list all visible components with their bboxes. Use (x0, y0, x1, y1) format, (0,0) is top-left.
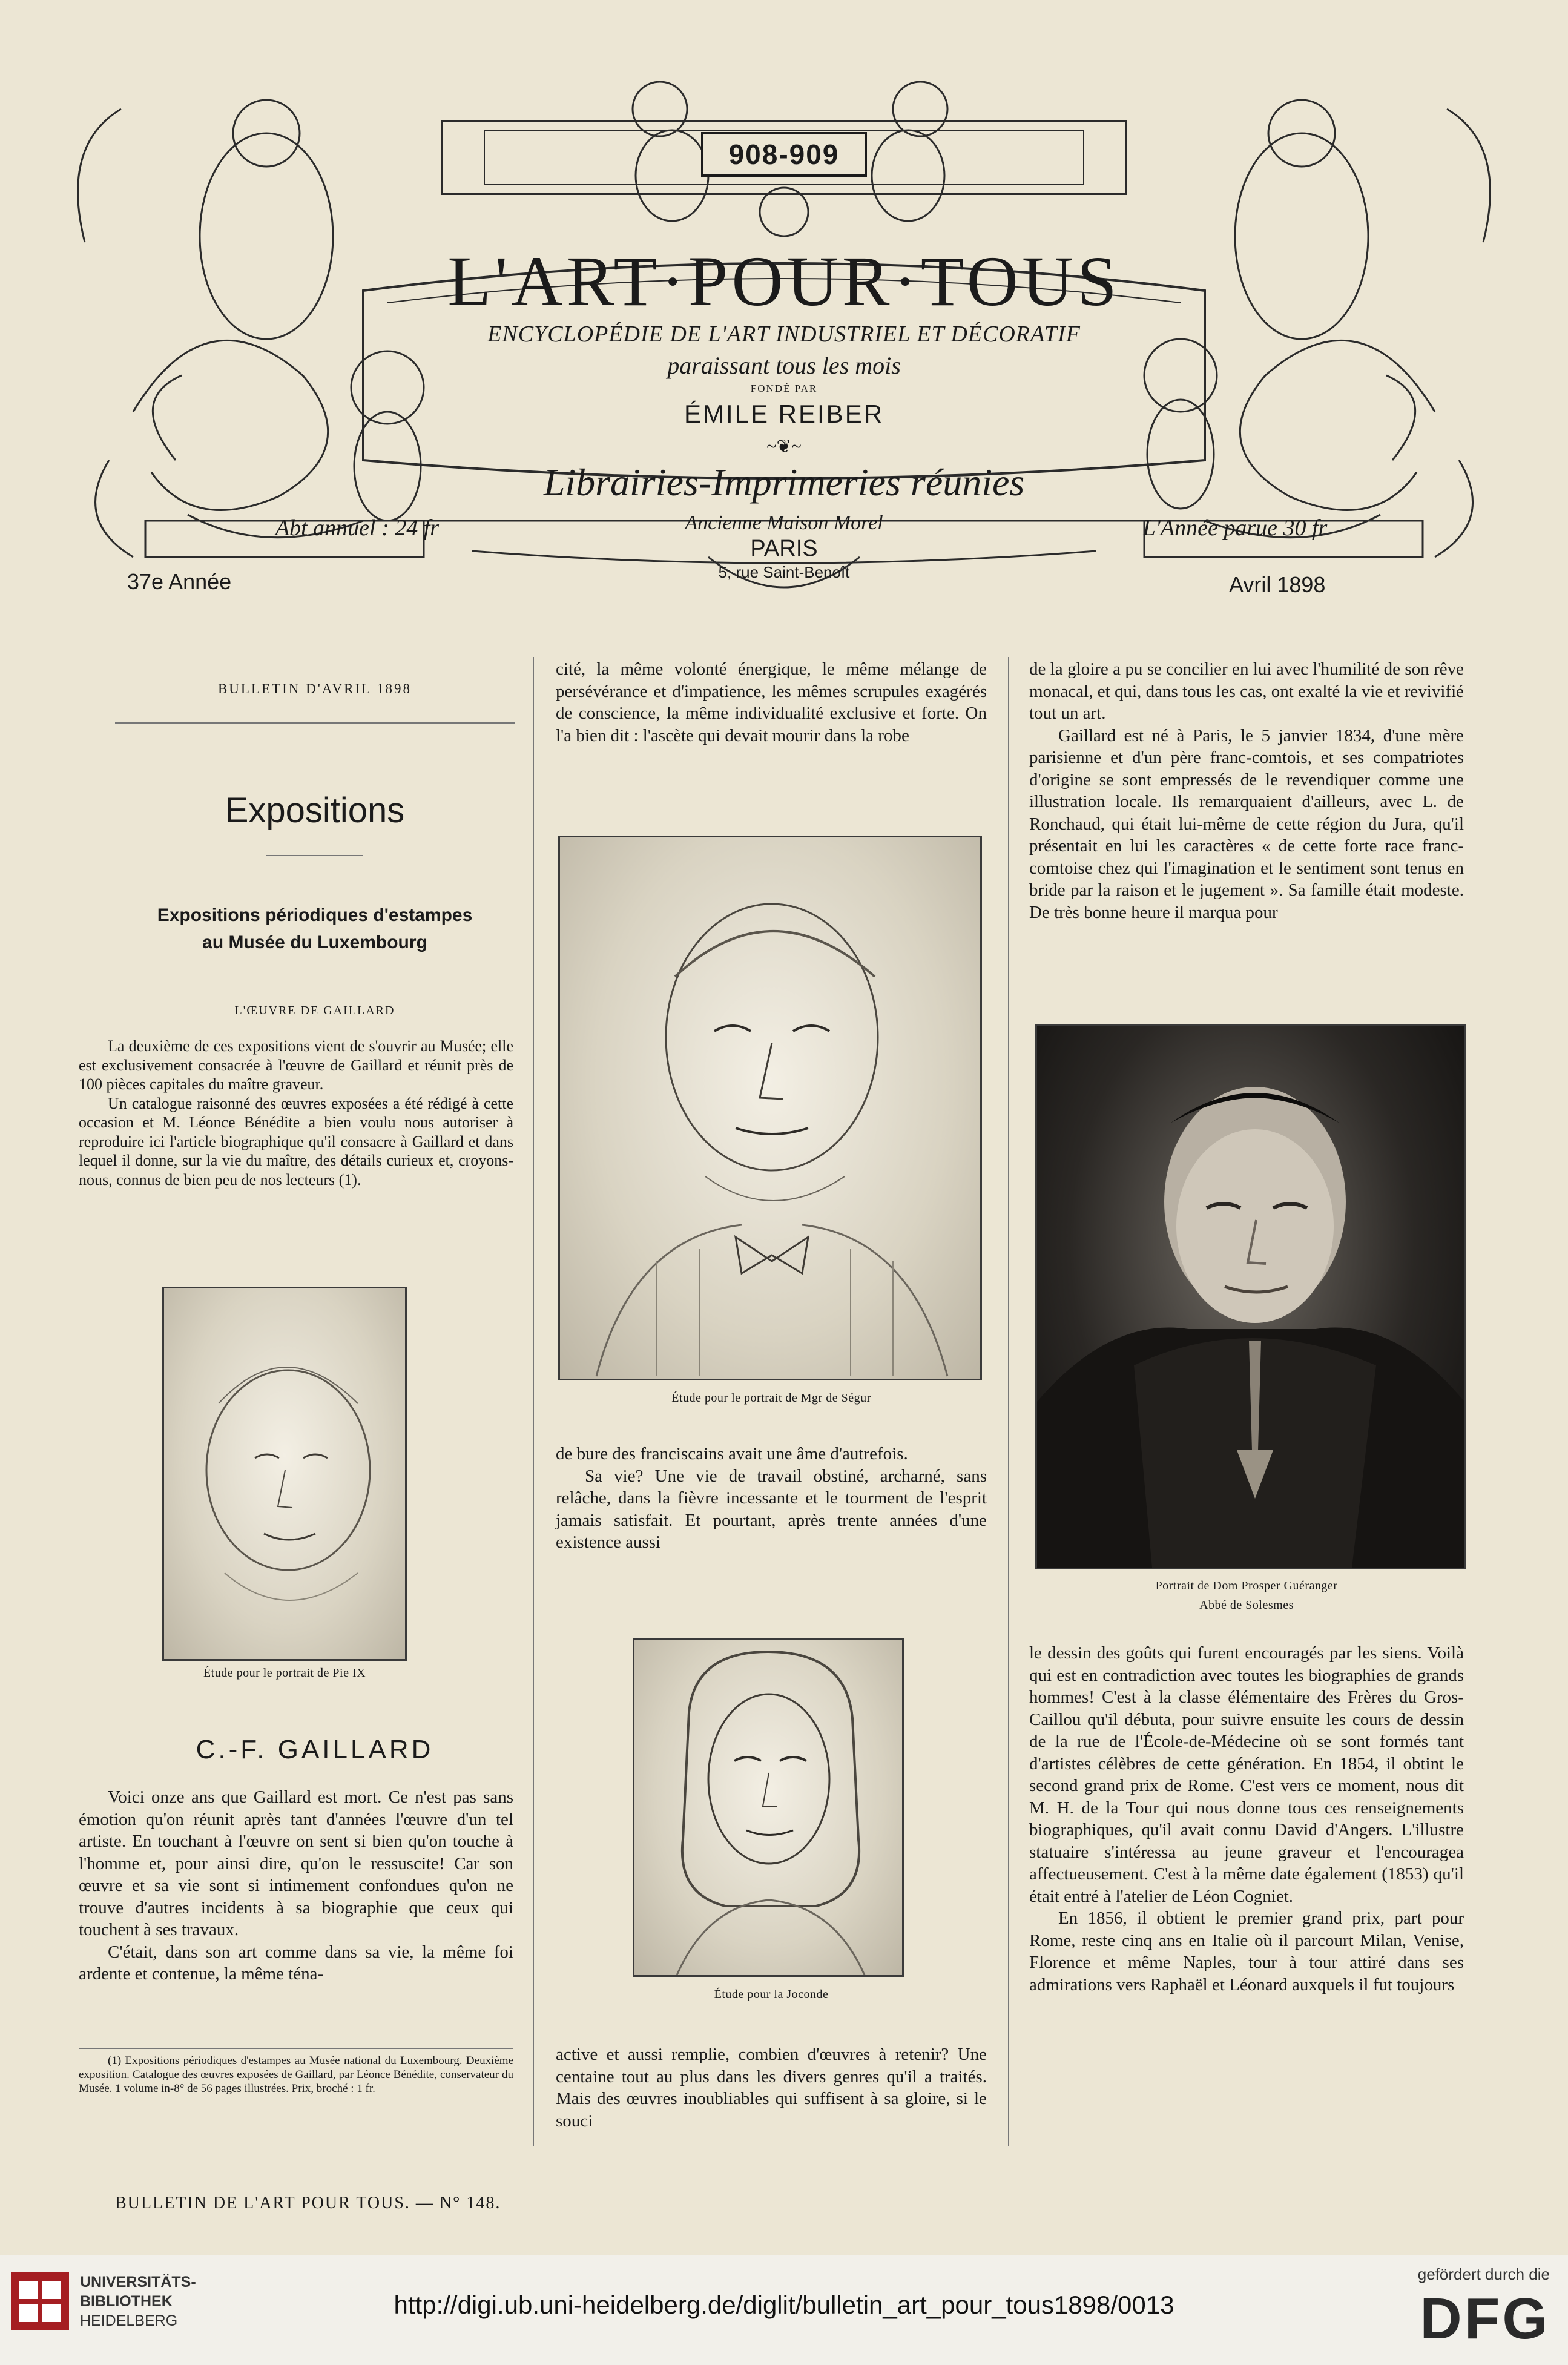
article-title-2: au Musée du Luxembourg (202, 932, 427, 952)
funded-by-label: gefördert durch die (1417, 2265, 1550, 2283)
portrait-gueranger-caption-2: Abbé de Solesmes (1199, 1598, 1294, 1612)
digitization-footer (0, 2255, 1568, 2365)
portrait-gueranger-photo (1037, 1026, 1464, 1568)
bulletin-heading: BULLETIN D'AVRIL 1898 (217, 681, 412, 696)
left-paragraph-4: C'était, dans son art comme dans sa vie, la même foi ardente et contenue, la même téna- (79, 1942, 513, 1984)
column-rule-right (1008, 657, 1009, 2146)
masthead-address: 5, rue Saint-Benoît (718, 563, 850, 581)
right-paragraph-4: En 1856, il obtient le premier grand prix, part pour Rome, reste cinq ans en Italie où il parcourt Milan, Venise, Florence et même Naples, tour à tour attiré dans ses admirations vers Raphaël et Léonard auxquels il fut toujours (1029, 1908, 1464, 1994)
middle-text-block-1 (556, 658, 987, 747)
masthead-city: PARIS (750, 536, 818, 561)
left-text-block-1 (79, 1037, 513, 1189)
portrait-gueranger-image (1035, 1024, 1466, 1569)
oeuvre-heading: L'ŒUVRE DE GAILLARD (234, 1004, 395, 1017)
middle-paragraph-2: de bure des franciscains avait une âme d'autrefois. (556, 1444, 908, 1463)
footnote-divider (79, 2048, 513, 2049)
library-name-1: UNIVERSITÄTS- (80, 2274, 196, 2291)
library-name-3: HEIDELBERG (80, 2312, 178, 2329)
right-paragraph-1: de la gloire a pu se concilier en lui avec l'humilité de son rêve monacal, et qui, dans tous les cas, ont exalté la vie et revivifié tout un art. (1029, 659, 1464, 723)
portrait-pie-ix-image (162, 1287, 407, 1661)
left-paragraph-1: La deuxième de ces expositions vient de s'ouvrir au Musée; elle est exclusivement consacrée à l'œuvre de Gaillard et réunit près de 100 pièces capitales du maître graveur. (79, 1037, 513, 1093)
middle-paragraph-3: Sa vie? Une vie de travail obstiné, archarné, sans relâche, dans la fièvre incessante et le tourment de l'esprit jamais satisfait. Et pourtant, après trente années d'une existence aussi (556, 1466, 987, 1552)
portrait-segur-image (558, 836, 982, 1380)
joconde-study-sketch (634, 1640, 902, 1975)
middle-text-block-3 (556, 2043, 987, 2132)
masthead-subtitle: ENCYCLOPÉDIE DE L'ART INDUSTRIEL ET DÉCORATIF (487, 322, 1081, 347)
portrait-pie-ix-sketch (164, 1288, 405, 1659)
portrait-segur-sketch (560, 837, 980, 1379)
right-paragraph-2: Gaillard est né à Paris, le 5 janvier 1834, d'une mère parisienne et d'un père franc-comtois, et ses compatriotes d'origine se sont empressés de le revendiquer comme une illustration locale. Ils remarquaient d'ailleurs, avec L. de Ronchaud, qui était lui-même de cette région du Jura, qu'il présentait en lui les caractères « de cette forte race franc-comtoise chez qui l'imagination et le sentiment sont tenus en bride par la raison et le jugement ». Sa famille était modeste. De très bonne heure il marqua pour (1029, 725, 1464, 922)
masthead (48, 36, 1520, 599)
masthead-tagline: paraissant tous les mois (667, 352, 901, 379)
left-text-block-2 (79, 1786, 513, 1985)
library-name-2: BIBLIOTHEK (80, 2293, 173, 2310)
subscription-left: Abt annuel : 24 fr (275, 515, 440, 541)
masthead-publisher: Librairies-Imprimeries réunies (543, 461, 1025, 504)
footnote (79, 2054, 513, 2096)
middle-paragraph-4: active et aussi remplie, combien d'œuvres à retenir? Une centaine tout au plus dans les divers genres qu'il a traités. Mais des œuvres inoubliables qui suffisent à sa gloire, si le souci (556, 2045, 987, 2131)
middle-paragraph-1: cité, la même volonté énergique, le même mélange de persévérance et d'impatience, les mêmes scrupules exagérés de conscience, la même individualité exclusive et forte. On l'a bien dit : l'ascète qui devait mourir dans la robe (556, 659, 987, 745)
issue-number: 908-909 (728, 139, 840, 170)
left-paragraph-2: Un catalogue raisonné des œuvres exposées a été rédigé à cette occasion et M. Léonce Bénédite a bien voulu nous autoriser à reproduire ici l'article biographique qu'il consacre à Gaillard et dans lequel il donne, sur la vie du maître, des détails curieux et, croyons-nous, connus de bien peu de nos lecteurs (1). (79, 1094, 513, 1189)
column-rule-left (533, 657, 534, 2146)
left-paragraph-3: Voici onze ans que Gaillard est mort. Ce n'est pas sans émotion qu'on réunit après tant d'années l'œuvre d'un tel artiste. En touchant à l'œuvre on sent si bien qu'on touche à l'homme et, pour ainsi dire, qu'on le ressuscite! Car son œuvre et sa vie sont si intimement confondues qu'on ne trouve d'autres incidents à sa biographie que ceux qui touchent à ses travaux. (79, 1787, 513, 1939)
masthead-founder: ÉMILE REIBER (684, 400, 884, 428)
middle-text-block-2 (556, 1443, 987, 1554)
dfg-logo: DFG (1420, 2286, 1550, 2351)
article-title-1: Expositions périodiques d'estampes (157, 905, 473, 925)
year-label: 37e Année (127, 569, 232, 594)
masthead-publisher-former: Ancienne Maison Morel (685, 512, 883, 534)
joconde-study-image (633, 1638, 904, 1977)
digital-source-link[interactable]: http://digi.ub.uni-heidelberg.de/diglit/bulletin_art_pour_tous1898/0013 (394, 2291, 1174, 2319)
date-label: Avril 1898 (1229, 572, 1326, 597)
bulletin-footer: BULLETIN DE L'ART POUR TOUS. — N° 148. (115, 2194, 501, 2212)
joconde-study-caption: Étude pour la Joconde (714, 1988, 829, 2001)
right-text-block-1 (1029, 658, 1464, 923)
masthead-title: L'ART·POUR·TOUS (447, 242, 1121, 321)
gaillard-title: C.-F. GAILLARD (196, 1735, 434, 1764)
portrait-segur-caption: Étude pour le portrait de Mgr de Ségur (671, 1391, 871, 1405)
heidelberg-logo-icon (11, 2272, 69, 2330)
section-title-underline (266, 855, 363, 856)
section-title: Expositions (225, 791, 405, 830)
subscription-right: L'Année parue 30 fr (1142, 515, 1328, 541)
bulletin-divider (115, 722, 515, 724)
portrait-pie-ix-caption: Étude pour le portrait de Pie IX (203, 1666, 366, 1680)
masthead-founded-by: FONDÉ PAR (750, 383, 818, 394)
portrait-gueranger-caption-1: Portrait de Dom Prosper Guéranger (1155, 1579, 1338, 1592)
right-paragraph-3: le dessin des goûts qui furent encouragés par les siens. Voilà qui est en contradiction avec toutes les biographies de grands hommes! C'est à la classe élémentaire des Frères du Gros-Caillou qu'il débuta, pour suivre ensuite les cours de dessin de la rue de l'École-de-Médecine où se sont formés tant d'artistes célèbres de cette génération. En 1854, il obtint le second grand prix de Rome. C'est vers ce moment, nous dit M. H. de la Tour qui nous donne tous ces renseignements biographiques, qu'il avait connu David d'Angers. L'illustre statuaire s'intéressa au jeune graveur et l'encouragea affectueusement. C'est à la même date également (1853) qu'il était entré à l'atelier de Léon Cogniet. (1029, 1643, 1464, 1906)
masthead-ornament-divider: ~❦~ (766, 437, 802, 457)
right-text-block-2 (1029, 1642, 1464, 1996)
footnote-text: (1) Expositions périodiques d'estampes au Musée national du Luxembourg. Deuxième exposition. Catalogue des œuvres exposées de Gaillard, par Léonce Bénédite, conservateur du Musée. 1 volume in-8° de 56 pages illustrées. Prix, broché : 1 fr. (79, 2054, 513, 2095)
